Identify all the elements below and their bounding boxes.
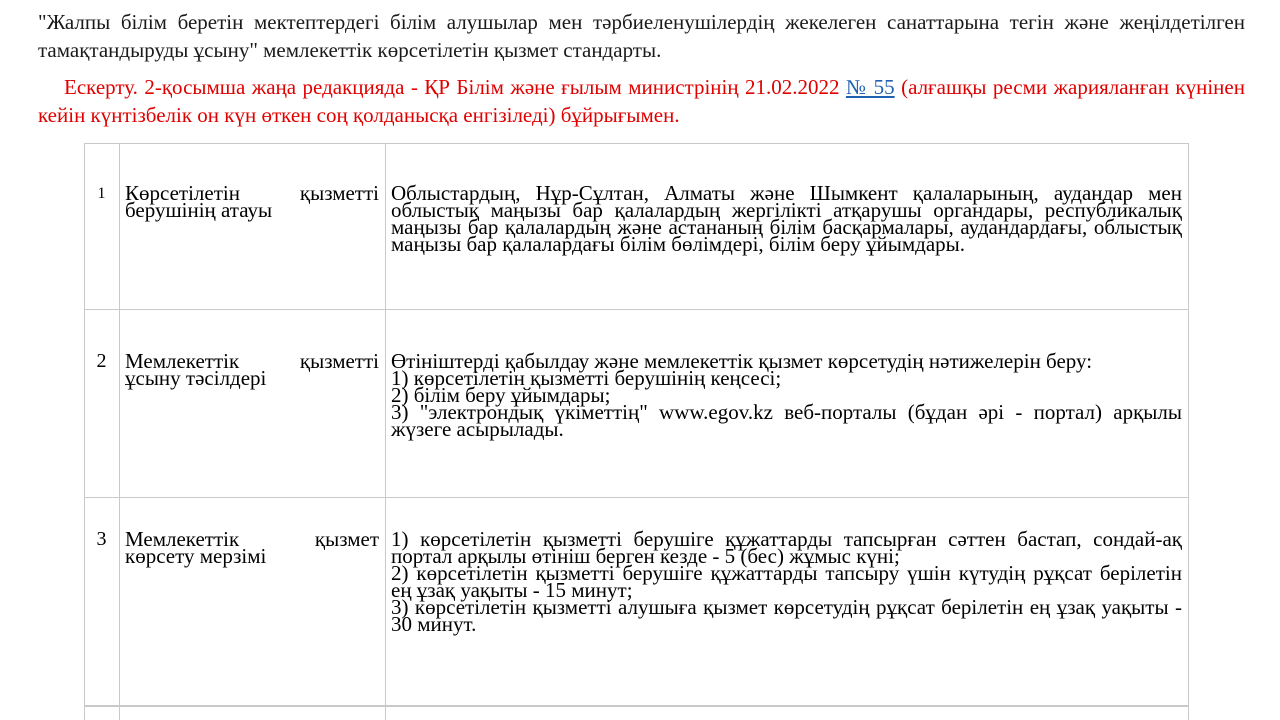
row-label-cell: Мемлекеттік қызметті ұсыну тәсілдері xyxy=(120,310,386,498)
content-line: 2) білім беру ұйымдары; xyxy=(391,383,611,407)
content-line: 2) көрсетілетін қызметті берушіге құжаттарды тапсыру үшін күтудің рұқсат берілетін ең ұзақ уақыты - 15 минут; xyxy=(391,561,1182,602)
service-standard-title: "Жалпы білім беретін мектептердегі білім алушылар мен тәрбиеленушілердің жекелеген санаттарына тегін және жеңілдетілген тамақтандыруды ұсыну" мемлекеттік көрсетілетін қызмет стандарты. xyxy=(38,10,1245,62)
order-number-link[interactable]: № 55 xyxy=(845,75,895,99)
table-row xyxy=(85,144,1189,310)
row-label-cell xyxy=(120,706,386,720)
content-line: 1) көрсетілетін қызметті берушіге құжаттарды тапсырған сәттен бастап, сондай-ақ портал арқылы өтініш берген кезде - 5 (бес) жұмыс күні; xyxy=(391,527,1182,568)
content-line: Өтініштерді қабылдау және мемлекеттік қызмет көрсетудің нәтижелерін беру: xyxy=(391,349,1093,373)
row-content-cell xyxy=(386,498,1189,706)
row-content-cell xyxy=(386,706,1189,720)
row-content-cell xyxy=(386,144,1189,310)
amendment-note-text-before: Ескерту. 2-қосымша жаңа редакцияда - ҚР Білім және ғылым министрінің 21.02.2022 xyxy=(64,75,846,99)
table-row-partial xyxy=(85,706,1189,720)
row-label-cell: Мемлекеттік қызмет көрсету мерзімі xyxy=(120,498,386,706)
table-row xyxy=(85,498,1189,706)
row-label-cell: Көрсетілетін қызметті берушінің атауы xyxy=(120,144,386,310)
amendment-note xyxy=(38,73,1245,129)
row-number-cell: 2 xyxy=(85,310,120,498)
content-line: 3) "электрондық үкіметтің" www.egov.kz веб-порталы (бұдан әрі - портал) арқылы жүзеге асырылады. xyxy=(391,400,1182,441)
row-number-cell: 3 xyxy=(85,498,120,706)
row-content-cell xyxy=(386,310,1189,498)
row-number-cell: 1 xyxy=(85,144,120,310)
content-line: Облыстардың, Нұр-Сұлтан, Алматы және Шымкент қалаларының, аудандар мен облыстық маңызы бар қалалардың жергілікті атқарушы органдары, республикалық маңызы бар қалалардың және астананың білім басқармалары, аудандардағы, облыстық маңызы бар қалалардағы білім бөлімдері, білім беру ұйымдары. xyxy=(391,181,1182,256)
content-line: 3) көрсетілетін қызметті алушыға қызмет көрсетудің рұқсат берілетін ең ұзақ уақыты - 30 минут. xyxy=(391,595,1182,636)
content-line: 1) көрсетілетін қызметті берушінің кеңсесі; xyxy=(391,366,782,390)
amendment-note-text-after: (алғашқы ресми жарияланған күнінен кейін күнтізбелік он күн өткен соң қолданысқа енгізіледі) бұйрығымен. xyxy=(38,75,1245,127)
service-standard-table xyxy=(84,143,1189,720)
table-row xyxy=(85,310,1189,498)
row-number-cell xyxy=(85,706,120,720)
